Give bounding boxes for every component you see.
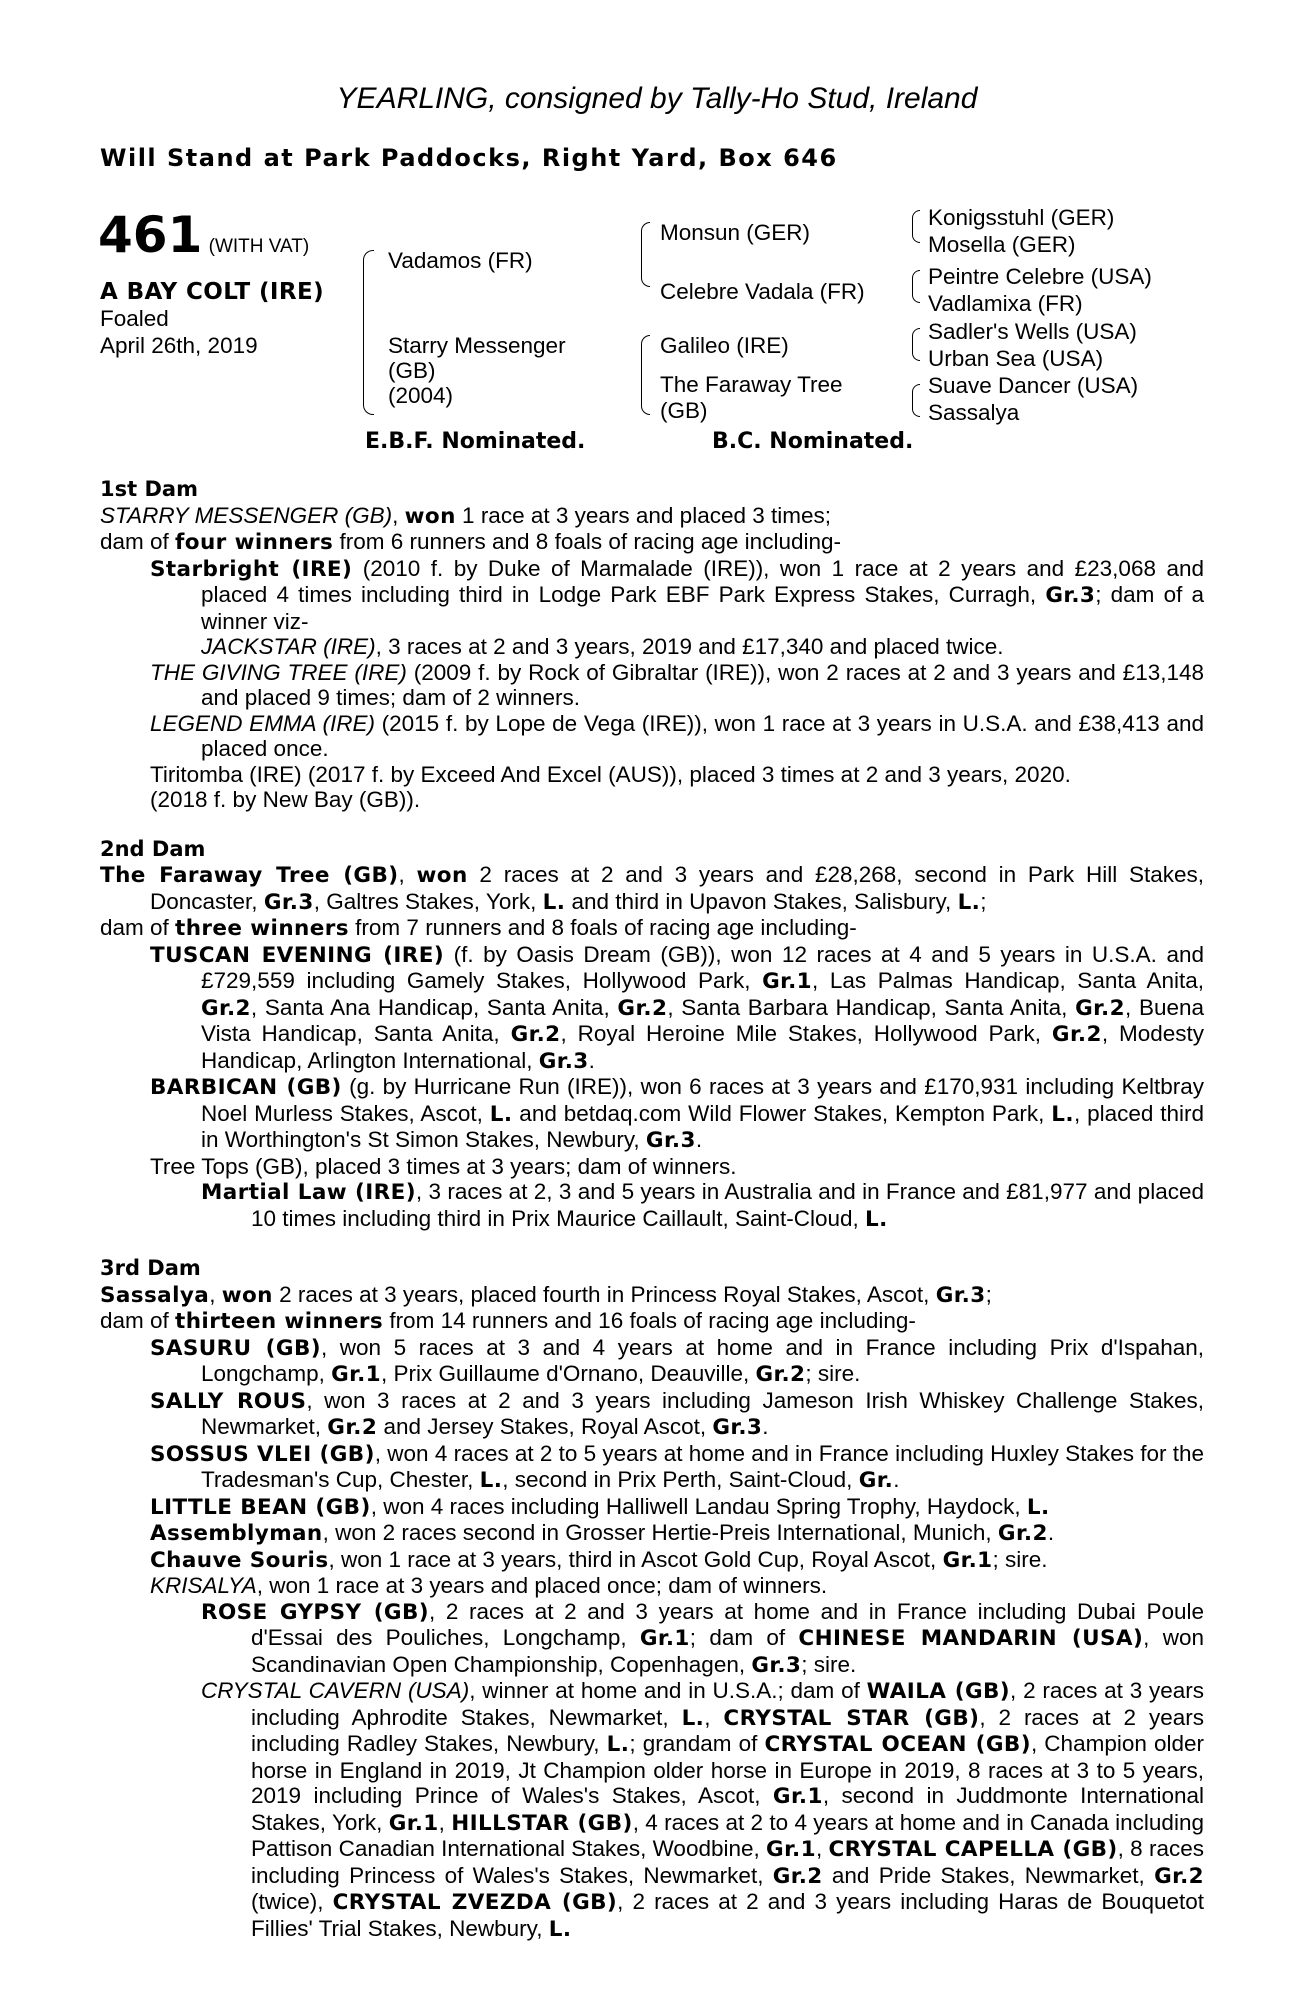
pedigree-entry <box>100 762 1204 788</box>
italic-text: THE GIVING TREE (IRE) <box>150 659 407 685</box>
stand-location: Will Stand at Park Paddocks, Right Yard, Box 646 <box>100 144 838 172</box>
dam-line-3: (2004) <box>388 383 454 408</box>
gg-7: Suave Dancer (USA) <box>928 373 1139 398</box>
italic-text: LEGEND EMMA (IRE) <box>150 710 375 736</box>
entry-text: , <box>815 1836 829 1861</box>
bold-text: CRYSTAL OCEAN (GB) <box>764 1732 1031 1757</box>
bold-text: SASURU (GB) <box>150 1335 321 1361</box>
dam-dam-line-2: (GB) <box>660 398 708 423</box>
entry-text: . <box>1047 1520 1055 1545</box>
pedigree-entry <box>100 787 1204 813</box>
sire-parents-brace-top <box>641 222 650 255</box>
entry-text: , won 1 race at 3 years, third in Ascot Gold Cup, Royal Ascot, <box>328 1546 943 1572</box>
entry-text: , Prix Guillaume d'Ornano, Deauville, <box>381 1361 756 1386</box>
bold-text: Gr.3 <box>935 1282 986 1308</box>
entry-text: , 2 races at 3 years including Aphrodite Stakes, Newmarket, <box>251 1678 1204 1730</box>
bold-text: Gr.2 <box>1075 995 1125 1021</box>
entry-text: 1 race at 3 years and placed 3 times; <box>455 502 832 528</box>
bold-text: Gr.2 <box>772 1863 823 1889</box>
entry-text: . <box>695 1127 703 1152</box>
gg-6: Urban Sea (USA) <box>928 346 1104 371</box>
dam-parents-brace-bottom <box>641 374 650 415</box>
gg-2: Mosella (GER) <box>928 232 1076 257</box>
entry-text: , Royal Heroine Mile Stakes, Hollywood Park, <box>560 1021 1052 1046</box>
dam-section <box>100 1256 1204 1942</box>
bold-text: won <box>221 1282 273 1308</box>
pedigree-entry <box>100 1388 1204 1441</box>
gg-brace-4-bottom <box>912 400 920 417</box>
entry-text: from 7 runners and 8 foals of racing age including- <box>348 915 857 940</box>
bold-text: Assemblyman <box>150 1521 323 1546</box>
entry-text: , Santa Ana Handicap, Santa Anita, <box>250 994 618 1020</box>
dam-section <box>100 837 1204 1233</box>
pedigree-entry <box>100 1494 1204 1521</box>
bold-text: Gr.2 <box>1154 1863 1204 1889</box>
gg-8: Sassalya <box>928 400 1020 425</box>
entry-text: , <box>398 862 417 887</box>
entry-text: , 3 races at 2 and 3 years, 2019 and £17,340 and placed twice. <box>375 634 1004 659</box>
vat-label: (WITH VAT) <box>208 236 310 257</box>
pedigree-entry <box>100 1282 1204 1309</box>
section-heading: 3rd Dam <box>100 1256 201 1280</box>
bold-text: L. <box>606 1732 630 1757</box>
pedigree-entry <box>100 915 1204 942</box>
bold-text: WAILA (GB) <box>866 1679 1011 1704</box>
entry-text: ; <box>985 1281 992 1307</box>
bold-text: Gr.1 <box>762 969 813 994</box>
entry-text: , won 2 races second in Grosser Hertie-Preis International, Munich, <box>322 1520 998 1545</box>
gg-1: Konigsstuhl (GER) <box>928 205 1115 230</box>
entry-text: ; sire. <box>801 1651 857 1677</box>
entry-text: , 4 races at 2 to 4 years at home and in Canada including Pattison Canadian International Stakes, Woodbine, <box>251 1809 1204 1861</box>
entry-text: 2 races at 3 years, placed fourth in Princess Royal Stakes, Ascot, <box>272 1281 936 1307</box>
gg-5: Sadler's Wells (USA) <box>928 319 1137 344</box>
pedigree-entry <box>100 711 1204 762</box>
bold-text: BARBICAN (GB) <box>150 1075 342 1100</box>
dam-parents-brace-top <box>641 335 650 375</box>
bold-text: L. <box>1026 1494 1050 1520</box>
entry-text: , won 3 races at 2 and 3 years including Jameson Irish Whiskey Challenge Stakes, Newmarket, <box>201 1387 1204 1439</box>
bold-text: Martial Law (IRE) <box>201 1180 416 1205</box>
gg-brace-1-top <box>912 210 920 227</box>
pedigree-entry <box>100 1154 1204 1180</box>
entry-text: , Champion older horse in England in 2019, Jt Champion older horse in Europe in 2019, 8 races at 3 to 5 years, 2019 including Prince of Wales's Stakes, Ascot, <box>251 1731 1204 1808</box>
bold-text: Gr.2 <box>510 1022 561 1047</box>
bold-text: Sassalya <box>100 1282 210 1308</box>
entry-text: , winner at home and in U.S.A.; dam of <box>469 1678 867 1703</box>
bold-text: Gr.1 <box>331 1362 382 1387</box>
entry-text: , <box>392 502 405 528</box>
pedigree-entry <box>100 862 1204 915</box>
entry-text: (2015 f. by Lope de Vega (IRE)), won 1 race at 3 years in U.S.A. and £38,413 and placed once. <box>201 710 1204 761</box>
sire: Vadamos (FR) <box>388 248 533 273</box>
bold-text: four winners <box>175 530 334 555</box>
entry-text: , second in Juddmonte International Stakes, York, <box>251 1783 1204 1835</box>
entry-text: , 2 races at 2 and 3 years including Haras de Bouquetot Fillies' Trial Stakes, Newbury, <box>251 1889 1205 1941</box>
pedigree-entry <box>100 1599 1204 1679</box>
entry-text: (f. by Oasis Dream (GB)), won 12 races at 4 and 5 years in U.S.A. and £729,559 including Gamely Stakes, Hollywood Park, <box>201 941 1204 993</box>
entry-text: from 6 runners and 8 foals of racing age including- <box>333 529 841 554</box>
pedigree-entry <box>100 556 1204 635</box>
entry-text: from 14 runners and 16 foals of racing age including- <box>383 1308 916 1333</box>
section-heading: 2nd Dam <box>100 836 206 861</box>
entry-text: dam of <box>100 529 176 554</box>
bold-text: ROSE GYPSY (GB) <box>201 1599 429 1625</box>
entry-text: (twice), <box>251 1889 333 1914</box>
entry-text: and Jersey Stakes, Royal Ascot, <box>377 1414 713 1439</box>
dam-section <box>100 477 1204 813</box>
entry-text: . <box>762 1414 769 1439</box>
bold-text: SOSSUS VLEI (GB) <box>150 1441 375 1467</box>
entry-text: 2 races at 2 and 3 years and £28,268, second in Park Hill Stakes, Doncaster, <box>150 862 1204 914</box>
bold-text: Gr.3 <box>712 1415 763 1440</box>
ebf-nominated: E.B.F. Nominated. <box>365 429 586 454</box>
bold-text: CRYSTAL ZVEZDA (GB) <box>332 1890 618 1915</box>
entry-text: , <box>209 1281 222 1307</box>
entry-text: (2010 f. by Duke of Marmalade (IRE)), won 1 race at 2 years and £23,068 and placed 4 times including third in Lodge Park EBF Park Express Stakes, Curragh, <box>201 555 1204 607</box>
bold-text: Gr.3 <box>538 1048 589 1074</box>
bold-text: Gr.2 <box>997 1521 1048 1546</box>
bold-text: Gr. <box>858 1468 894 1493</box>
bold-text: CHINESE MANDARIN (USA) <box>798 1626 1144 1651</box>
sire-dam: Celebre Vadala (FR) <box>660 279 865 304</box>
pedigree-entry <box>100 942 1204 1075</box>
bold-text: Gr.2 <box>327 1415 378 1440</box>
entry-text: , 8 races including Princess of Wales's Stakes, Newmarket, <box>251 1836 1204 1888</box>
lot-number: 461 <box>98 206 203 264</box>
entry-text: , 3 races at 2, 3 and 5 years in Australia and in France and £81,977 and placed 10 times including third in Prix Maurice Caillault, Saint-Cloud, <box>251 1179 1204 1231</box>
italic-text: KRISALYA <box>150 1573 257 1598</box>
entry-text: , won Scandinavian Open Championship, Copenhagen, <box>251 1625 1204 1677</box>
sire-parents-brace-bottom <box>641 254 650 287</box>
bold-text: SALLY ROUS <box>150 1388 307 1414</box>
gg-brace-4-top <box>912 384 920 401</box>
entry-text: ; sire. <box>805 1361 861 1386</box>
bold-text: L. <box>479 1468 503 1493</box>
bold-text: TUSCAN EVENING (IRE) <box>150 942 445 968</box>
bold-text: Gr.3 <box>1045 583 1096 608</box>
bold-text: Starbright (IRE) <box>150 556 353 582</box>
bold-text: L. <box>681 1705 705 1731</box>
entry-text: ; dam of <box>689 1625 799 1650</box>
entry-text: and betdaq.com Wild Flower Stakes, Kempton Park, <box>512 1100 1052 1126</box>
pedigree-entry <box>100 1520 1204 1547</box>
bold-text: CRYSTAL STAR (GB) <box>723 1705 980 1731</box>
gg-brace-1-bottom <box>912 226 920 243</box>
bold-text: The Faraway Tree (GB) <box>100 863 399 888</box>
pedigree-entry <box>100 1678 1204 1942</box>
bold-text: Gr.1 <box>388 1810 439 1836</box>
entry-text: ; dam of a winner viz- <box>201 582 1204 634</box>
entry-text: dam of <box>100 1308 176 1333</box>
dam-sire: Galileo (IRE) <box>660 333 789 358</box>
bold-text: Gr.1 <box>639 1626 690 1651</box>
pedigree-entry <box>100 1573 1204 1599</box>
gg-brace-3-bottom <box>912 344 920 361</box>
dam-line-1: Starry Messenger <box>388 333 566 358</box>
dam-brace <box>363 295 374 415</box>
entry-text: , Las Palmas Handicap, Santa Anita, <box>812 968 1204 993</box>
bold-text: L. <box>542 889 566 915</box>
bold-text: Gr.2 <box>617 995 668 1021</box>
foaled-date: April 26th, 2019 <box>100 333 258 358</box>
bold-text: Chauve Souris <box>150 1547 329 1573</box>
entry-text: , won 5 races at 3 and 4 years at home and in France including Prix d'Ispahan, Longchamp, <box>201 1334 1204 1386</box>
bold-text: Gr.1 <box>942 1547 993 1573</box>
pedigree-entry <box>100 1308 1204 1335</box>
bold-text: L. <box>865 1206 888 1232</box>
entry-text: , won 4 races including Halliwell Landau Spring Trophy, Haydock, <box>370 1493 1027 1519</box>
entry-text: and Pride Stakes, Newmarket, <box>822 1862 1155 1888</box>
gg-4: Vadlamixa (FR) <box>928 291 1083 316</box>
gg-brace-2-top <box>912 270 920 287</box>
entry-text: , won 1 race at 3 years and placed once; dam of winners. <box>256 1573 828 1598</box>
pedigree-entry <box>100 1179 1204 1232</box>
gg-3: Peintre Celebre (USA) <box>928 264 1152 289</box>
entry-text: Tiritomba (IRE) (2017 f. by Exceed And Excel (AUS)), placed 3 times at 2 and 3 years, 2020. <box>150 761 1071 787</box>
italic-text: JACKSTAR (IRE) <box>201 634 376 659</box>
bold-text: L. <box>489 1101 513 1127</box>
bold-text: Gr.2 <box>1051 1022 1102 1047</box>
sire-brace <box>363 250 374 296</box>
entry-text: , Santa Barbara Handicap, Santa Anita, <box>667 994 1076 1020</box>
entry-text: , won 4 races at 2 to 5 years at home and in France including Huxley Stakes for the Tradesman's Cup, Chester, <box>201 1440 1204 1492</box>
page-title: YEARLING, consigned by Tally-Ho Stud, Ireland <box>336 82 978 115</box>
entry-text: (2018 f. by New Bay (GB)). <box>150 787 421 812</box>
italic-text: STARRY MESSENGER (GB) <box>100 502 393 528</box>
gg-brace-3-top <box>912 328 920 345</box>
pedigree-entry <box>100 1441 1204 1494</box>
bold-text: Gr.3 <box>645 1128 696 1153</box>
gg-brace-2-bottom <box>912 286 920 303</box>
pedigree-entry <box>100 660 1204 711</box>
bold-text: HILLSTAR (GB) <box>451 1810 633 1836</box>
bold-text: won <box>404 503 456 529</box>
entry-text: ; sire. <box>992 1546 1048 1572</box>
catalogue-body <box>100 477 1204 1942</box>
entry-text: ; <box>980 888 987 914</box>
entry-text: , <box>704 1704 724 1730</box>
entry-text: , second in Prix Perth, Saint-Cloud, <box>502 1467 859 1492</box>
bold-text: Gr.3 <box>263 889 314 915</box>
entry-text: , <box>438 1809 452 1835</box>
pedigree-entry <box>100 1335 1204 1388</box>
bold-text: CRYSTAL CAPELLA (GB) <box>828 1837 1118 1862</box>
entry-text: , placed third in Worthington's St Simon Stakes, Newbury, <box>201 1100 1205 1152</box>
bold-text: L. <box>1051 1101 1074 1127</box>
bold-text: Gr.2 <box>755 1362 806 1387</box>
bold-text: won <box>416 863 468 888</box>
section-gap <box>100 1232 1204 1256</box>
section-gap <box>100 813 1204 837</box>
entry-text: , Modesty Handicap, Arlington International, <box>201 1021 1204 1073</box>
entry-text: , 2 races at 2 and 3 years at home and in France including Dubai Poule d'Essai des Pouliches, Longchamp, <box>251 1598 1204 1650</box>
dam-dam-line-1: The Faraway Tree <box>660 372 843 397</box>
entry-text: (g. by Hurricane Run (IRE)), won 6 races at 3 years and £170,931 including Keltbray Noel Murless Stakes, Ascot, <box>201 1074 1204 1126</box>
entry-text: , Galtres Stakes, York, <box>313 888 543 914</box>
dam-line-2: (GB) <box>388 358 436 383</box>
entry-text: (2009 f. by Rock of Gibraltar (IRE)), won 2 races at 2 and 3 years and £13,148 and placed 9 times; dam of 2 winners. <box>201 659 1205 710</box>
pedigree-entry <box>100 1074 1204 1154</box>
bc-nominated: B.C. Nominated. <box>712 429 914 454</box>
entry-text: . <box>588 1047 595 1073</box>
bold-text: L. <box>548 1916 572 1942</box>
entry-text: and third in Upavon Stakes, Salisbury, <box>565 888 958 914</box>
pedigree-entry <box>100 529 1204 556</box>
bold-text: thirteen winners <box>175 1309 384 1334</box>
entry-text: dam of <box>100 915 176 940</box>
entry-text: , Buena Vista Handicap, Santa Anita, <box>201 994 1204 1046</box>
italic-text: CRYSTAL CAVERN (USA) <box>201 1678 470 1703</box>
pedigree-entry <box>100 1547 1204 1574</box>
foaled-label: Foaled <box>100 306 169 331</box>
entry-text: Tree Tops (GB), placed 3 times at 3 years; dam of winners. <box>150 1153 737 1179</box>
horse-name: A BAY COLT (IRE) <box>100 279 324 305</box>
bold-text: Gr.3 <box>751 1652 802 1678</box>
entry-text: , 2 races at 2 years including Radley Stakes, Newbury, <box>251 1704 1204 1756</box>
bold-text: Gr.2 <box>201 995 251 1021</box>
bold-text: L. <box>957 889 981 915</box>
lot-header <box>98 208 309 262</box>
bold-text: Gr.1 <box>772 1784 823 1809</box>
bold-text: three winners <box>175 916 349 941</box>
entry-text: . <box>893 1467 900 1492</box>
sire-sire: Monsun (GER) <box>660 220 811 245</box>
bold-text: LITTLE BEAN (GB) <box>150 1494 371 1520</box>
bold-text: Gr.1 <box>766 1837 816 1862</box>
pedigree-entry <box>100 503 1204 530</box>
entry-text: ; grandam of <box>629 1731 765 1756</box>
section-heading: 1st Dam <box>100 477 198 501</box>
pedigree-entry <box>100 634 1204 660</box>
